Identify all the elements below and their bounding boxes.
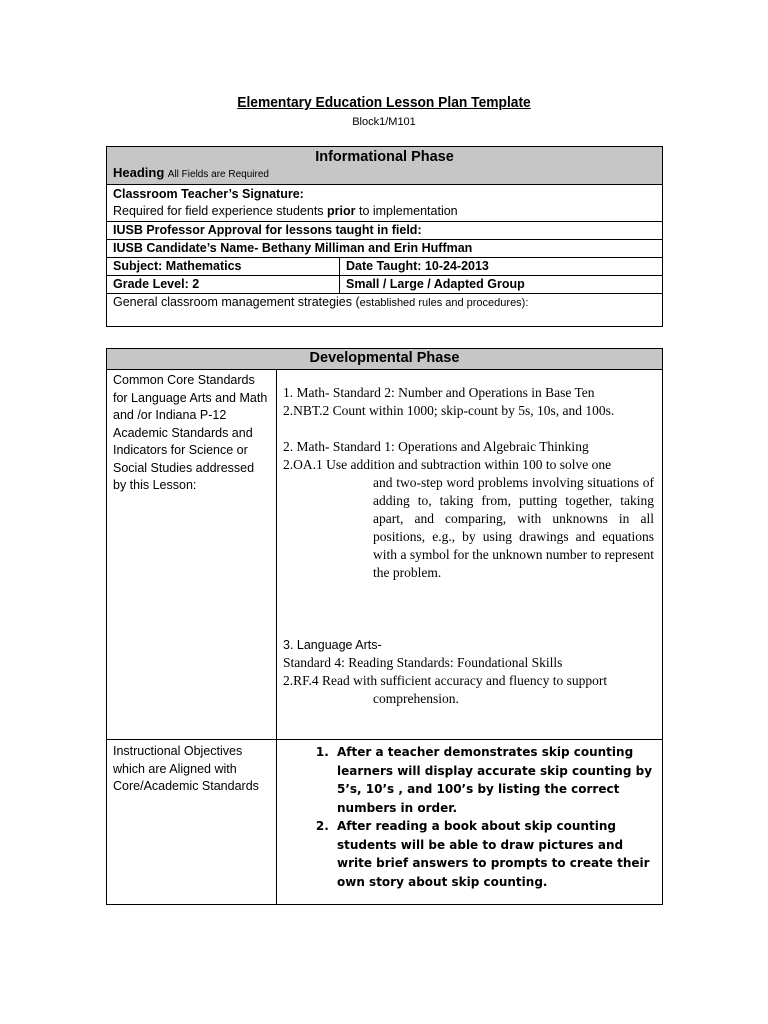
candidate-name: IUSB Candidate’s Name- Bethany Milliman and Erin Huffman	[107, 240, 663, 258]
informational-phase-table	[106, 146, 663, 327]
standard-3-title: 3. Language Arts-	[283, 638, 382, 652]
heading-note: All Fields are Required	[167, 169, 269, 180]
objectives-cell	[277, 740, 663, 905]
group-cell: Small / Large / Adapted Group	[340, 276, 663, 294]
standard-2-item-rest: and two-step word problems involving situations of adding to, taking from, putting together, taking apart, and comparing, with unknowns in all positions, e.g., by using drawings and equations with a symbol for the unknown number to represent the problem.	[373, 475, 654, 580]
document-title: Elementary Education Lesson Plan Template	[237, 94, 531, 111]
standard-2-title: 2. Math- Standard 1: Operations and Algebraic Thinking	[283, 439, 589, 454]
standards-block	[283, 384, 654, 708]
objective-2: 2. After reading a book about skip counting students will be able to draw pictures and write brief answers to prompts to create their own story about skip counting.	[333, 817, 656, 891]
standard-1-title: 1. Math- Standard 2: Number and Operations in Base Ten	[283, 385, 595, 400]
standard-3-item-rest: comprehension.	[373, 691, 459, 706]
signature-note-post: to implementation	[355, 204, 458, 218]
signature-row	[107, 185, 663, 222]
standard-3-sub: Standard 4: Reading Standards: Foundational Skills	[283, 655, 563, 670]
standards-label: Common Core Standards for Language Arts and Math and /or Indiana P-12 Academic Standards and Indicators for Science or Social Studies addressed by this Lesson:	[107, 370, 277, 740]
document-subtitle: Block1/M101	[352, 116, 416, 128]
objective-1: 1. After a teacher demonstrates skip counting learners will display accurate skip counting by 5’s, 10’s , and 100’s by listing the correct numbers in order.	[333, 743, 656, 817]
grade-level-cell: Grade Level: 2	[107, 276, 340, 294]
approval-row: IUSB Professor Approval for lessons taught in field:	[107, 222, 663, 240]
standard-2-item-lead: 2.OA.1 Use addition and subtraction within 100 to solve one	[283, 457, 612, 472]
date-taught-cell: Date Taught: 10-24-2013	[340, 258, 663, 276]
standard-1-item: 2.NBT.2 Count within 1000; skip-count by 5s, 10s, and 100s.	[283, 403, 615, 418]
subject-cell: Subject: Mathematics	[107, 258, 340, 276]
management-small: established rules and procedures):	[359, 297, 529, 309]
signature-label: Classroom Teacher’s Signature:	[113, 187, 304, 201]
standard-3-item-lead: 2.RF.4 Read with sufficient accuracy and fluency to support	[283, 673, 608, 688]
heading-label: Heading	[113, 165, 165, 180]
management-row	[107, 294, 663, 327]
signature-note-pre: Required for field experience students	[113, 204, 328, 218]
developmental-phase-table	[106, 348, 663, 905]
informational-header	[107, 147, 663, 185]
signature-note-bold: prior	[327, 204, 356, 218]
objectives-list	[283, 743, 656, 891]
objectives-label: Instructional Objectives which are Aligned with Core/Academic Standards	[107, 740, 277, 905]
developmental-phase-title: Developmental Phase	[107, 349, 663, 370]
informational-phase-title: Informational Phase	[315, 149, 454, 165]
standards-cell	[277, 370, 663, 740]
management-main: General classroom management strategies (	[113, 295, 360, 309]
